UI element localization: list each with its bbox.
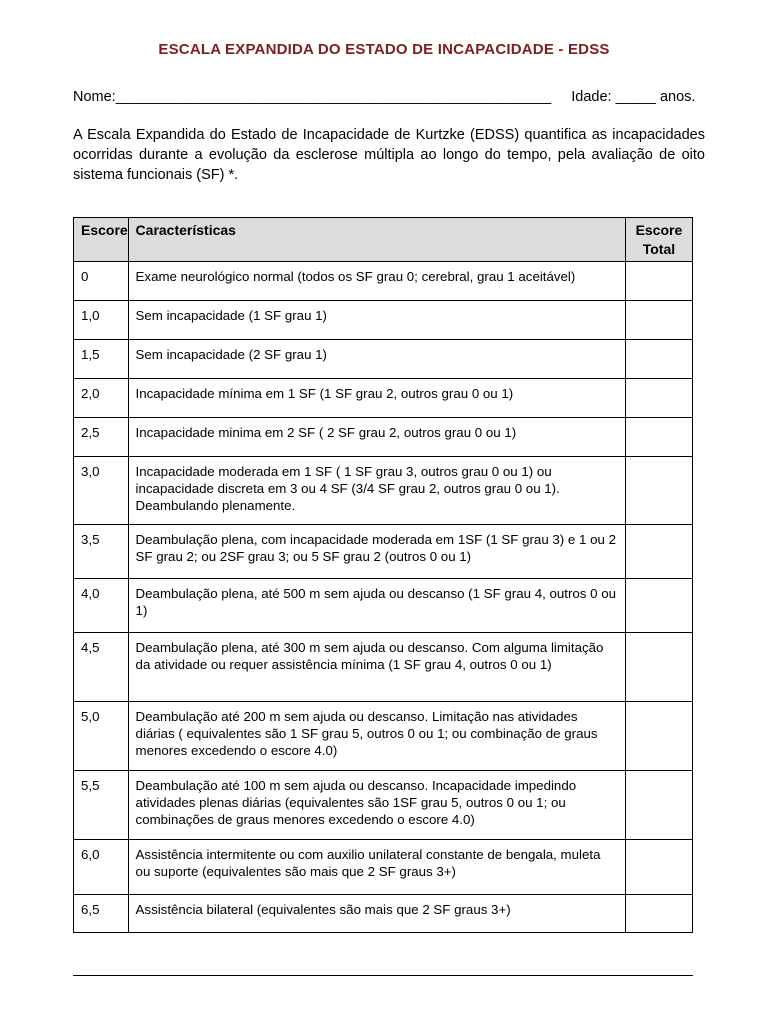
header-total-score (625, 218, 692, 262)
row-description: Deambulação plena, até 300 m sem ajuda ou descanso. Com alguma limitação da atividade ou requer assistência mínima (1 SF grau 4, outros 0 ou 1) (128, 633, 625, 702)
row-description: Deambulação plena, até 500 m sem ajuda ou descanso (1 SF grau 4, outros 0 ou 1) (128, 579, 625, 633)
row-score: 6,0 (74, 840, 129, 895)
row-description: Deambulação até 200 m sem ajuda ou descanso. Limitação nas atividades diárias ( equivalentes são 1 SF grau 5, outros 0 ou 1; ou combinação de graus menores excedendo o escore 4.0) (128, 702, 625, 771)
row-description: Assistência intermitente ou com auxilio unilateral constante de bengala, muleta ou suporte (equivalentes são mais que 2 SF graus 3+) (128, 840, 625, 895)
row-score: 3,0 (74, 457, 129, 525)
table-row (74, 579, 693, 633)
row-score: 5,5 (74, 771, 129, 840)
header-characteristics: Características (128, 218, 625, 262)
table-row (74, 340, 693, 379)
row-score: 1,5 (74, 340, 129, 379)
row-total-cell[interactable] (625, 418, 692, 457)
header-total-line1: Escore (635, 222, 683, 238)
row-total-cell[interactable] (625, 771, 692, 840)
footer-divider (73, 975, 693, 976)
document-title: ESCALA EXPANDIDA DO ESTADO DE INCAPACIDADE - EDSS (158, 41, 610, 58)
table-row (74, 301, 693, 340)
row-total-cell[interactable] (625, 457, 692, 525)
table-row (74, 771, 693, 840)
table-row (74, 379, 693, 418)
age-field[interactable]: Idade: _____ anos. (571, 89, 696, 105)
table-header-row (74, 218, 693, 262)
row-total-cell[interactable] (625, 525, 692, 579)
row-score: 3,5 (74, 525, 129, 579)
table-row (74, 525, 693, 579)
table-row (74, 840, 693, 895)
row-total-cell[interactable] (625, 340, 692, 379)
row-description: Deambulação plena, com incapacidade moderada em 1SF (1 SF grau 3) e 1 ou 2 SF grau 2; ou 2SF grau 3; ou 5 SF grau 2 (outros 0 ou 1) (128, 525, 625, 579)
row-total-cell[interactable] (625, 633, 692, 702)
row-total-cell[interactable] (625, 262, 692, 301)
table-row (74, 457, 693, 525)
row-description: Incapacidade minima em 2 SF ( 2 SF grau 2, outros grau 0 ou 1) (128, 418, 625, 457)
edss-table (73, 217, 693, 933)
row-description: Incapacidade mínima em 1 SF (1 SF grau 2, outros grau 0 ou 1) (128, 379, 625, 418)
row-score: 4,5 (74, 633, 129, 702)
header-score: Escore (74, 218, 129, 262)
table-row (74, 633, 693, 702)
row-total-cell[interactable] (625, 702, 692, 771)
row-score: 2,5 (74, 418, 129, 457)
row-score: 2,0 (74, 379, 129, 418)
header-total-line2: Total (642, 241, 676, 257)
row-score: 1,0 (74, 301, 129, 340)
row-description: Sem incapacidade (1 SF grau 1) (128, 301, 625, 340)
name-field[interactable]: Nome:______________________________________________________ (73, 89, 552, 105)
row-score: 6,5 (74, 895, 129, 933)
row-total-cell[interactable] (625, 895, 692, 933)
row-score: 4,0 (74, 579, 129, 633)
row-score: 0 (74, 262, 129, 301)
table-row (74, 418, 693, 457)
row-total-cell[interactable] (625, 301, 692, 340)
row-description: Assistência bilateral (equivalentes são mais que 2 SF graus 3+) (128, 895, 625, 933)
row-total-cell[interactable] (625, 579, 692, 633)
table-row (74, 895, 693, 933)
row-description: Deambulação até 100 m sem ajuda ou descanso. Incapacidade impedindo atividades plenas diárias (equivalentes são 1SF grau 5, outros 0 ou 1; ou combinações de graus menores excedendo o escore 4.0) (128, 771, 625, 840)
table-row (74, 702, 693, 771)
row-score: 5,0 (74, 702, 129, 771)
row-description: Exame neurológico normal (todos os SF grau 0; cerebral, grau 1 aceitável) (128, 262, 625, 301)
intro-paragraph: A Escala Expandida do Estado de Incapacidade de Kurtzke (EDSS) quantifica as incapacidades ocorridas durante a evolução da esclerose múltipla ao longo do tempo, pela avaliação de oito sistema funcionais (SF) *. (73, 127, 705, 183)
row-description: Sem incapacidade (2 SF grau 1) (128, 340, 625, 379)
row-description: Incapacidade moderada em 1 SF ( 1 SF grau 3, outros grau 0 ou 1) ou incapacidade discreta em 3 ou 4 SF (3/4 SF grau 2, outros grau 0 ou 1). Deambulando plenamente. (128, 457, 625, 525)
row-total-cell[interactable] (625, 840, 692, 895)
patient-info-line (73, 89, 696, 105)
row-total-cell[interactable] (625, 379, 692, 418)
table-row (74, 262, 693, 301)
